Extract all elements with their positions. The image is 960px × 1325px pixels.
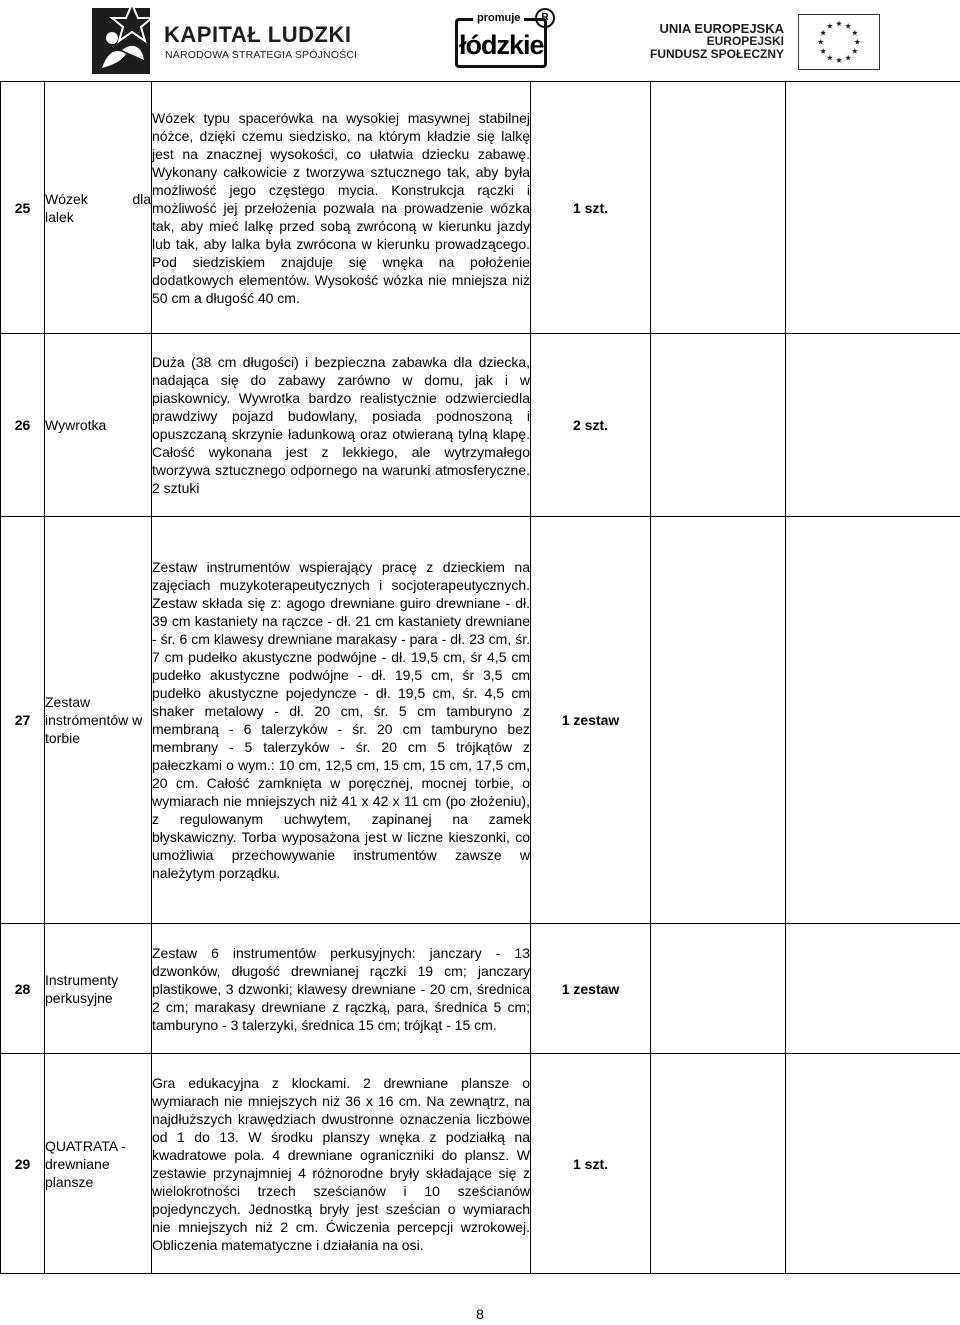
empty-cell <box>651 334 786 517</box>
item-quantity: 1 szt. <box>531 1054 651 1274</box>
kapital-ludzki-title: KAPITAŁ LUDZKI <box>164 22 352 47</box>
row-number: 29 <box>1 1054 45 1274</box>
ue-text <box>650 22 784 61</box>
kapital-ludzki-subtitle: NARODOWA STRATEGIA SPÓJNOŚCI <box>165 49 358 61</box>
table-row <box>1 517 960 924</box>
item-name-part: lalek <box>45 208 74 225</box>
eu-star-icon <box>836 21 842 27</box>
empty-cell <box>786 517 960 924</box>
eu-star-icon <box>820 30 826 36</box>
item-name: QUATRATA - drewniane plansze <box>45 1054 152 1274</box>
eu-star-icon <box>845 23 851 29</box>
eu-star-icon <box>827 23 833 29</box>
eu-star-icon <box>818 39 824 45</box>
eu-star-icon <box>854 39 860 45</box>
eu-star-icon <box>845 55 851 61</box>
item-name: Wywrotka <box>45 334 152 517</box>
item-name <box>45 82 152 334</box>
ue-line-1: UNIA EUROPEJSKA <box>659 21 784 36</box>
ue-line-3: FUNDUSZ SPOŁECZNY <box>649 47 784 61</box>
item-description: Zestaw instrumentów wspierający pracę z dzieckiem na zajęciach muzykoterapeutycznych i socjoterapeutycznych. Zestaw składa się z: agogo drewniane guiro drewniane - dł. 39 cm kastaniety na rączce - dł. 21 cm kastaniety drewniane - śr. 6 cm klawesy drewniane marakasy - para - dł. 23 cm, śr. 7 cm pudełko akustyczne podwójne - dł. 19,5 cm, śr 4,5 cm pudełko akustyczne podwójne - dł. 19,5 cm, śr 3,5 cm pudełko akustyczne pojedyncze - dł. 19,5 cm, śr. 4,5 cm shaker metalowy - dł. 20 cm, śr. 5 cm tamburyno z membraną - 6 talerzyków - śr. 20 cm tamburyno bez membrany - 5 talerzyków - śr. 20 cm 5 trójkątów z pałeczkami o wym.: 10 cm, 12,5 cm, 15 cm, 15 cm, 17,5 cm, 20 cm. Całość zamknięta w poręcznej, mocnej torbie, o wymiarach nie mniejszych niż 41 x 42 x 11 cm (po złożeniu), z regulowanym uchwytem, zapinanej na zamek błyskawiczny. Torba wyposażona jest w liczne kieszonki, co umożliwia przechowywanie instrumentów zawsze w należytym porządku. <box>152 517 531 924</box>
eu-star-icon <box>852 48 858 54</box>
row-number: 27 <box>1 517 45 924</box>
eu-star-icon <box>852 30 858 36</box>
registered-mark-icon: R <box>535 8 555 28</box>
item-name-part: dla <box>132 190 151 207</box>
empty-cell <box>786 334 960 517</box>
table-row <box>1 334 960 517</box>
table-row <box>1 82 960 334</box>
unia-europejska-logo <box>649 12 880 72</box>
empty-cell <box>786 1054 960 1274</box>
lodzkie-name: łódzkie <box>459 30 544 60</box>
item-quantity: 1 zestaw <box>531 517 651 924</box>
empty-cell <box>651 1054 786 1274</box>
item-name-line <box>45 190 151 208</box>
specification-table <box>0 81 960 1274</box>
eu-flag-icon <box>798 14 880 70</box>
item-description: Wózek typu spacerówka na wysokiej masywnej stabilnej nóżce, dzięki czemu siedzisko, na którym kładzie się lalkę jest na znacznej wysokości, co ułatwia dziecku zabawę. Wykonany całkowicie z tworzywa sztucznego tak, aby była możliwość jego częstego mycia. Konstrukcja rączki i możliwość jej przełożenia pozwala na prowadzenie wózka tak, aby mieć lalkę przed sobą zwróconą w kierunku jazdy lub tak, aby lalka była zwrócona w kierunku prowadzącego. Pod siedziskiem znajduje się wnęka na położenie dodatkowych elementów. Wysokość wózka nie mniejsza niż 50 cm a długość 40 cm. <box>152 82 531 334</box>
item-name: Zestaw instrómentów w torbie <box>45 517 152 924</box>
item-name: Instrumenty perkusyjne <box>45 924 152 1054</box>
item-quantity: 1 zestaw <box>531 924 651 1054</box>
eu-star-icon <box>827 55 833 61</box>
promuje-lodzkie-logo <box>455 8 563 68</box>
row-number: 28 <box>1 924 45 1054</box>
empty-cell <box>786 924 960 1054</box>
page-number: 8 <box>476 1306 484 1322</box>
row-number: 25 <box>1 82 45 334</box>
empty-cell <box>651 517 786 924</box>
table-row <box>1 1054 960 1274</box>
item-description: Duża (38 cm długości) i bezpieczna zabawka dla dziecka, nadająca się do zabawy zarówno w domu, jak i w piaskownicy. Wywrotka bardzo realistycznie odzwierciedla prawdziwy pojazd budowlany, posiada podnoszoną i opuszczaną skrzynie ładunkową oraz otwieraną tylną klapę. Całość wykonana jest z lekkiego, ale wytrzymałego tworzywa sztucznego odpornego na warunki atmosferyczne. 2 sztuki <box>152 334 531 517</box>
lodzkie-promuje-text: promuje <box>473 12 524 24</box>
row-number: 26 <box>1 334 45 517</box>
empty-cell <box>786 82 960 334</box>
item-quantity: 1 szt. <box>531 82 651 334</box>
item-quantity: 2 szt. <box>531 334 651 517</box>
empty-cell <box>651 924 786 1054</box>
table-row <box>1 924 960 1054</box>
kapital-ludzki-emblem-icon <box>92 4 154 76</box>
page-header <box>0 0 960 82</box>
item-description: Zestaw 6 instrumentów perkusyjnych: janczary - 13 dzwonków, długość drewnianej rączki 19 cm; janczary plastikowe, 3 dzwonki; klawesy drewniane - 20 cm, średnica 2 cm; marakasy drewniane z rączką, para, średnica 5 cm; tamburyno - 3 talerzyki, średnica 15 cm; trójkąt - 15 cm. <box>152 924 531 1054</box>
eu-star-icon <box>836 57 842 63</box>
item-description: Gra edukacyjna z klockami. 2 drewniane plansze o wymiarach nie mniejszych niż 36 x 16 cm. Na zewnątrz, na najdłuższych krawędziach dwustronne oznaczenia liczbowe od 1 do 13. W środku planszy wnęka z podziałką na kwadratowe pola. 4 drewniane ograniczniki do plansz. W zestawie przynajmniej 4 różnorodne bryły składające się z wielokrotności trzech sześcianów i 10 sześcianów pojedynczych. Jednostką bryły jest sześcian o wymiarach nie mniejszych niż 2 cm. Ćwiczenia percepcji wzrokowej. Obliczenia matematyczne i działania na osi. <box>152 1054 531 1274</box>
ue-line-2: EUROPEJSKI <box>706 34 784 48</box>
item-name-part: Wózek <box>45 190 88 207</box>
empty-cell <box>651 82 786 334</box>
eu-star-icon <box>820 48 826 54</box>
kapital-ludzki-logo <box>92 4 362 76</box>
